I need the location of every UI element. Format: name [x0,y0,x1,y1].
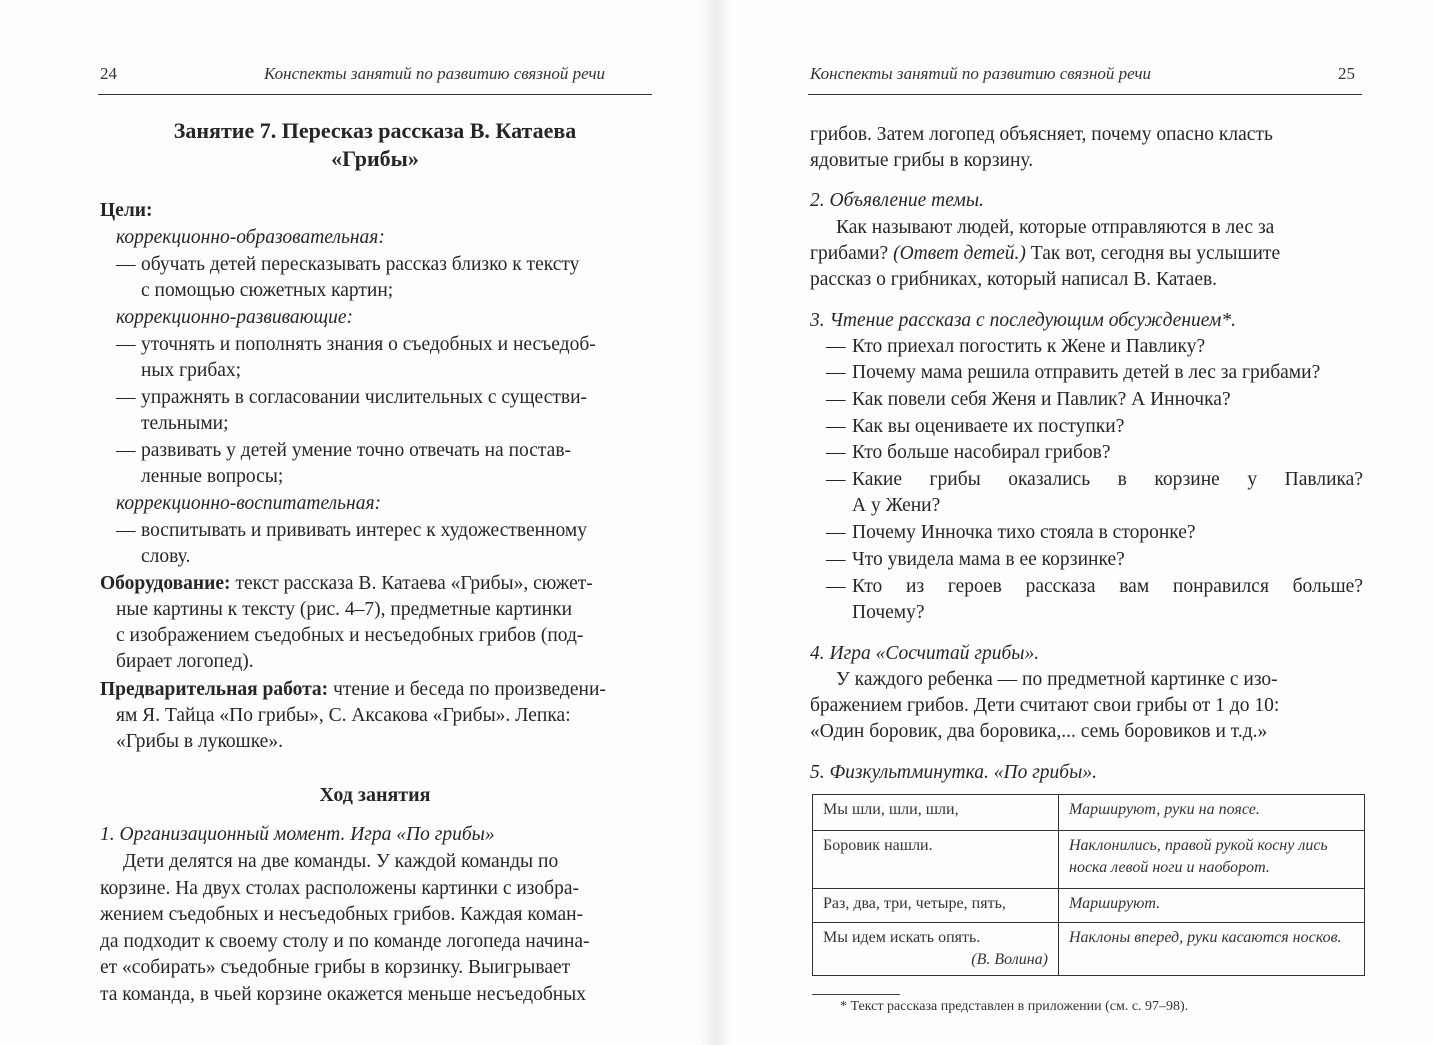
goal1-heading: коррекционно-образовательная: [116,227,385,248]
question-4: Как вы оцениваете их поступки? [852,416,1125,437]
prep-line1 [100,677,606,703]
equipment-line3: с изображением съедобных и несъедобных грибов (под- [116,625,584,646]
prep-text: чтение и беседа по произведени- [328,679,606,700]
question-6-line2: А у Жени? [852,495,941,516]
table-cell-verse [813,923,1059,976]
question-3: Как повели себя Женя и Павлик? А Инночка? [852,389,1231,410]
dash: — [116,520,136,541]
step1-line2: корзине. На двух столах расположены картинки с изобра- [100,878,579,899]
dash: — [826,522,846,543]
step5-heading: 5. Физкультминутка. «По грибы». [810,762,1097,783]
goal3-heading: коррекционно-воспитательная: [116,493,382,514]
step2-heading: 2. Объявление темы. [810,190,984,211]
dash: — [826,469,846,490]
lesson-title: Занятие 7. Пересказ рассказа В. Катаева [173,118,577,143]
step1-heading: 1. Организационный момент. Игра «По грибы» [100,824,495,845]
goal2c-line1: развивать у детей умение точно отвечать на постав- [141,440,572,461]
goal3-line2: слову. [141,546,191,567]
table-cell-action: Маршируют. [1059,889,1365,923]
step2-line1: Как называют людей, которые отправляются в лес за [836,217,1275,238]
exercise-table [812,794,1365,976]
question-7: Почему Инночка тихо стояла в сторонке? [852,522,1196,543]
dash: — [116,254,136,275]
equipment-line2: ные картины к тексту (рис. 4–7), предметные картинки [116,599,573,620]
table-cell-verse: Раз, два, три, четыре, пять, [813,889,1059,923]
dash: — [826,416,846,437]
continuation-line2: ядовитые грибы в корзину. [810,150,1034,171]
goal3-line1: воспитывать и прививать интерес к художественному [141,520,587,541]
step2-line2 [810,241,1280,267]
table-cell-verse: Боровик нашли. [813,831,1059,889]
step2-text-a: грибами? [810,243,894,264]
step4-heading: 4. Игра «Сосчитай грибы». [810,643,1040,664]
lesson-title-line2: «Грибы» [331,146,419,171]
prep-label: Предварительная работа: [100,679,329,700]
goal1-line1: обучать детей пересказывать рассказ близко к тексту [141,254,580,275]
dash: — [826,549,846,570]
right-page-number: 25 [1338,64,1355,83]
verse-author: (В. Волина) [971,951,1048,968]
step1-line1: Дети делятся на две команды. У каждой команды по [123,851,559,872]
goal2a-line2: ных грибах; [141,360,242,381]
table-cell-action: Наклоны вперед, руки касаются носков. [1059,923,1365,976]
verse-line: Мы идем искать опять. [823,929,981,946]
dash: — [116,334,136,355]
dash: — [826,389,846,410]
left-page-number: 24 [100,64,117,83]
course-heading: Ход занятия [319,784,431,806]
question-5: Кто больше насобирал грибов? [852,442,1111,463]
goal2-heading: коррекционно-развивающие: [116,307,354,328]
table-cell-verse: Мы шли, шли, шли, [813,795,1059,831]
question-6: Какие грибы оказались в корзине у Павлика? [852,469,1363,490]
step4-line2: бражением грибов. Дети считают свои грибы от 1 до 10: [810,695,1280,716]
question-2: Почему мама решила отправить детей в лес за грибами? [852,362,1321,383]
step1-line6: та команда, в чьей корзине окажется меньше несъедобных [100,984,587,1005]
left-running-head: Конспекты занятий по развитию связной речи [264,64,606,83]
question-9-line2: Почему? [852,602,925,623]
equipment-label: Оборудование: [100,573,231,594]
step4-line1: У каждого ребенка — по предметной картинке с изо- [836,669,1278,690]
footnote: * Текст рассказа представлен в приложении (см. с. 97–98). [840,999,1189,1014]
goal2c-line2: ленные вопросы; [141,466,284,487]
step4-line3: «Один боровик, два боровика,... семь боровиков и т.д.» [810,721,1268,742]
dash: — [826,336,846,357]
right-running-head: Конспекты занятий по развитию связной речи [810,64,1152,83]
continuation-line1: грибов. Затем логопед объясняет, почему опасно класть [810,124,1273,145]
step1-line3: жением съедобных и несъедобных грибов. Каждая коман- [100,904,584,925]
table-row [813,923,1365,976]
table-row [813,831,1365,889]
goals-label: Цели: [100,200,153,221]
step2-line3: рассказ о грибниках, который написал В. Катаев. [810,269,1218,290]
question-8: Что увидела мама в ее корзинке? [852,549,1125,570]
right-header-rule [808,94,1362,95]
step1-line5: ет «собирать» съедобные грибы в корзинку. Выигрывает [100,957,571,978]
step2-text-c: Так вот, сегодня вы услышите [1025,243,1281,264]
prep-line3: «Грибы в лукошке». [116,731,283,752]
table-row [813,795,1365,831]
goal2a-line1: уточнять и пополнять знания о съедобных и несъедоб- [141,334,596,355]
equipment-text: текст рассказа В. Катаева «Грибы», сюжет- [230,573,593,594]
goal1-line2: с помощью сюжетных картин; [141,280,394,301]
question-9: Кто из героев рассказа вам понравился больше? [852,576,1363,597]
goal2b-line1: упражнять в согласовании числительных с существи- [141,387,588,408]
step2-text-italic: (Ответ детей.) [893,243,1026,264]
equipment-line4: бирает логопед). [116,651,254,672]
book-gutter [700,0,732,1045]
dash: — [826,442,846,463]
question-1: Кто приехал погостить к Жене и Павлику? [852,336,1206,357]
table-cell-action: Наклонились, правой рукой косну лись носка левой ноги и наоборот. [1059,831,1365,889]
left-header-rule [98,94,652,95]
prep-line2: ям Я. Тайца «По грибы», С. Аксакова «Грибы». Лепка: [116,705,571,726]
step1-line4: да подходит к своему столу и по команде логопеда начина- [100,931,590,952]
table-cell-action: Маршируют, руки на поясе. [1059,795,1365,831]
dash: — [826,362,846,383]
step3-heading: 3. Чтение рассказа с последующим обсуждением*. [810,310,1236,331]
footnote-rule [812,994,900,995]
goal2b-line2: тельными; [141,413,229,434]
table-row [813,889,1365,923]
equipment-line1 [100,571,593,597]
dash: — [826,576,846,597]
dash: — [116,440,136,461]
dash: — [116,387,136,408]
